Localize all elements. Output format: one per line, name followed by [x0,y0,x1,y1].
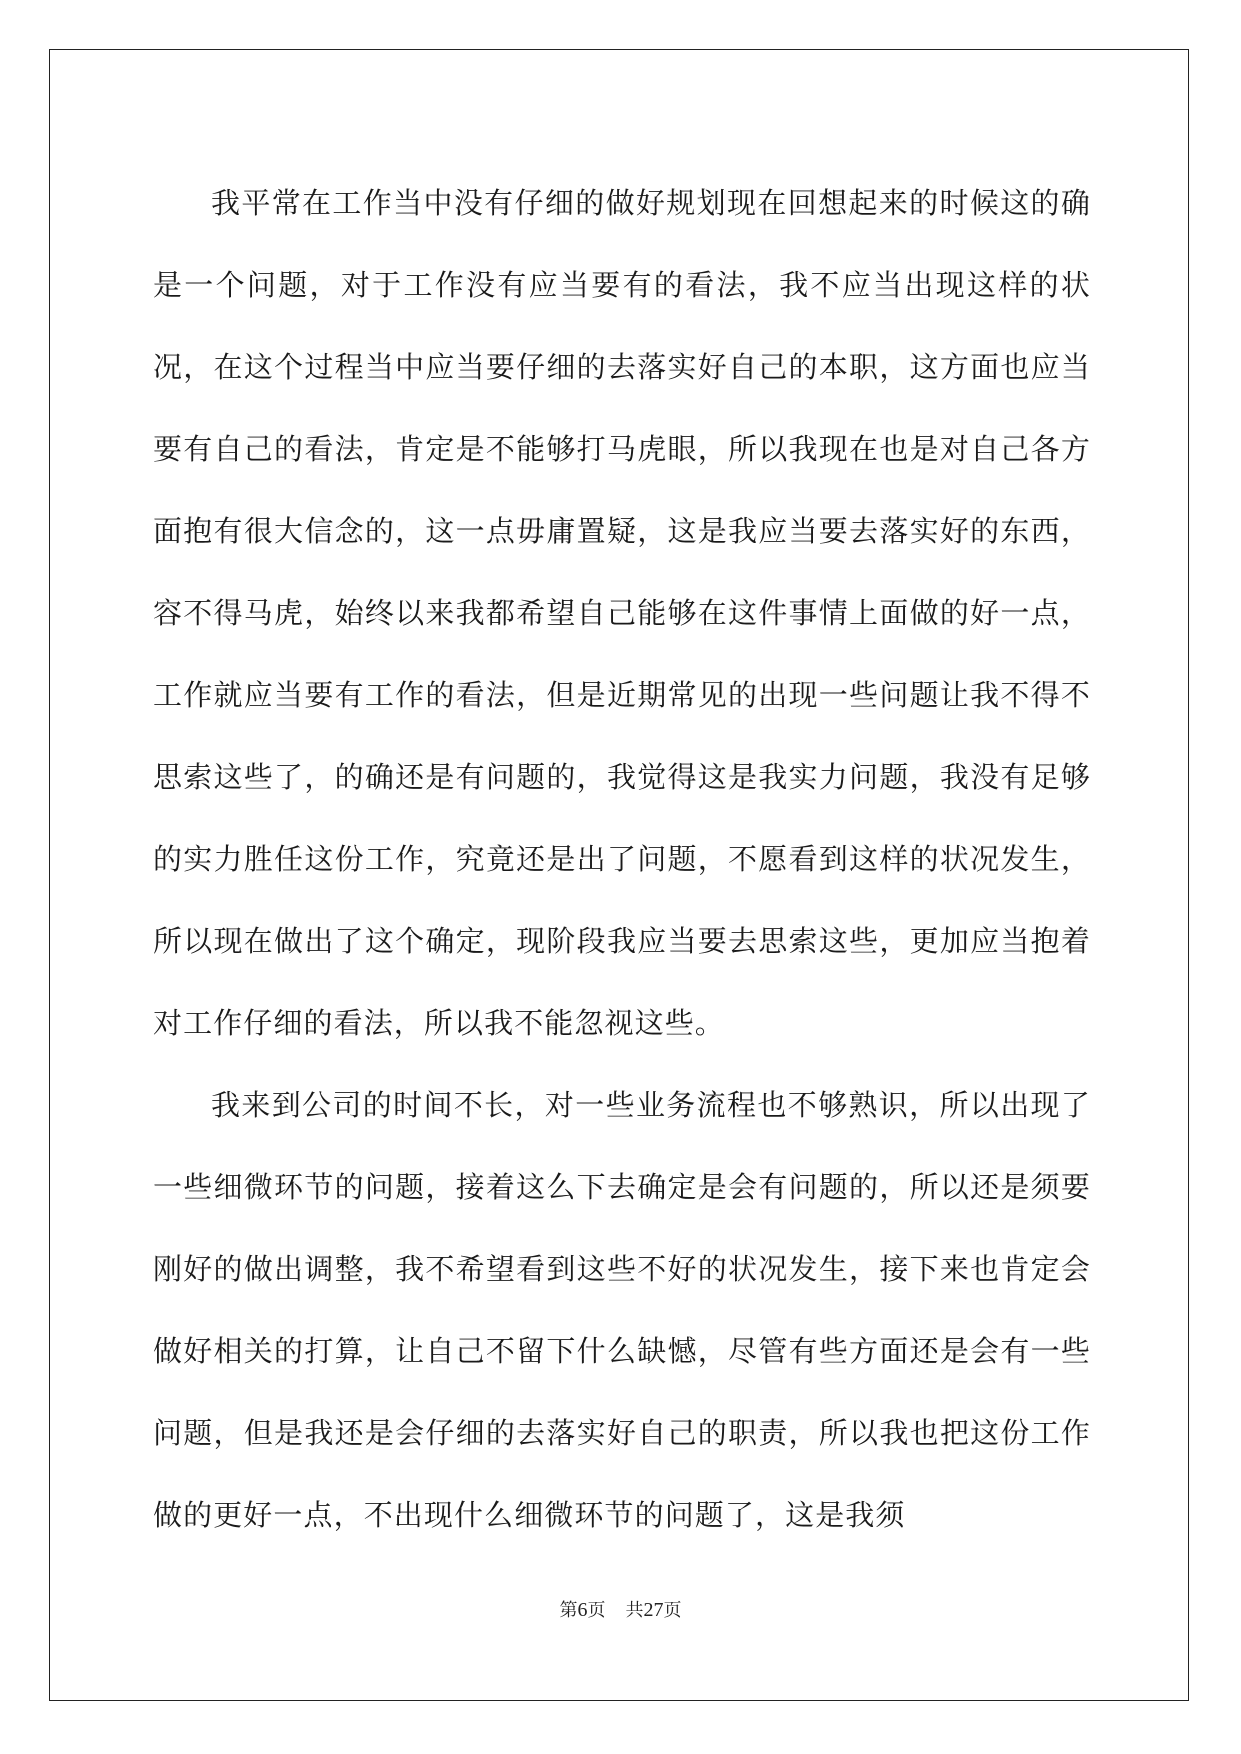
paragraph: 我来到公司的时间不长，对一些业务流程也不够熟识，所以出现了一些细微环节的问题，接着这么下去确定是会有问题的，所以还是须要刚好的做出调整，我不希望看到这些不好的状况发生，接下来也肯定会做好相关的打算，让自己不留下什么缺憾，尽管有些方面还是会有一些问题，但是我还是会仔细的去落实好自己的职责，所以我也把这份工作做的更好一点，不出现什么细微环节的问题了，这是我须 [153,1088,1091,1532]
document-body [153,162,1091,1556]
total-label-suffix: 页 [663,1600,682,1621]
page-label-suffix: 页 [587,1600,606,1621]
paragraph: 我平常在工作当中没有仔细的做好规划现在回想起来的时候这的确是一个问题，对于工作没有应当要有的看法，我不应当出现这样的状况，在这个过程当中应当要仔细的去落实好自己的本职，这方面也应当要有自己的看法，肯定是不能够打马虎眼，所以我现在也是对自己各方面抱有很大信念的，这一点毋庸置疑，这是我应当要去落实好的东西，容不得马虎，始终以来我都希望自己能够在这件事情上面做的好一点，工作就应当要有工作的看法，但是近期常见的出现一些问题让我不得不思索这些了，的确还是有问题的，我觉得这是我实力问题，我没有足够的实力胜任这份工作，究竟还是出了问题，不愿看到这样的状况发生，所以现在做出了这个确定，现阶段我应当要去思索这些，更加应当抱着对工作仔细的看法，所以我不能忽视这些。 [153,186,1091,1040]
total-pages-number: 27 [643,1599,664,1621]
page-footer [0,1596,1241,1622]
current-page-number: 6 [577,1599,588,1621]
total-label-prefix: 共 [625,1600,644,1621]
page-label-prefix: 第 [559,1600,578,1621]
